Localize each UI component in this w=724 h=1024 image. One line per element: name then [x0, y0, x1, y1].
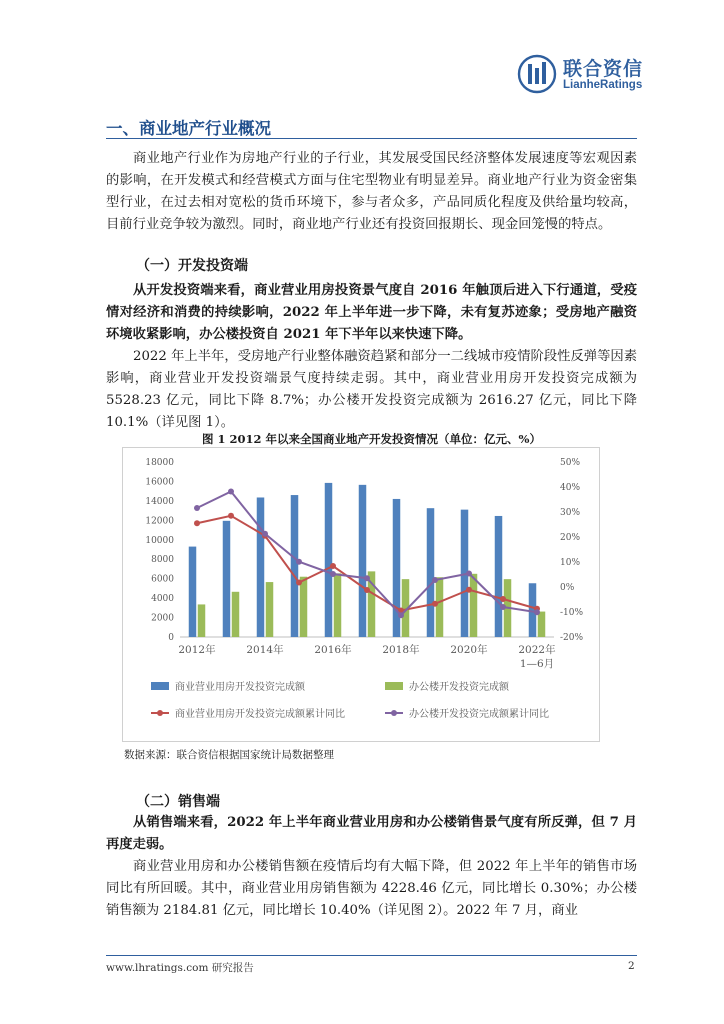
- subsection-heading-sales: （二）销售端: [136, 794, 220, 810]
- company-logo: [517, 52, 647, 96]
- y-left-tick-label: 18000: [145, 458, 174, 468]
- x-tick-label: 2016年: [314, 644, 352, 656]
- data-point: [534, 609, 540, 615]
- investment-body-paragraph: 2022 年上半年，受房地产行业整体融资趋紧和部分一二线城市疫情阶段性反弹等因素影响，商业营业开发投资端景气度持续走弱。其中，商业营业用房开发投资完成额为 5528.23 亿元，同比下降 8.7%；办公楼开发投资完成额为 2616.27 亿元，同比下降 10.1%（详见图 1）。: [106, 349, 637, 430]
- data-point: [500, 604, 506, 610]
- data-point: [296, 580, 302, 586]
- sales-summary-paragraph: 从销售端来看，2022 年上半年商业营业用房和办公楼销售景气度有所反弹，但 7 月再度走弱。: [106, 815, 637, 852]
- x-tick-label: 2018年: [382, 644, 420, 656]
- y-right-tick-label: -20%: [560, 633, 584, 643]
- data-point: [500, 596, 506, 602]
- page-number: 2: [628, 960, 635, 972]
- data-point: [228, 513, 234, 519]
- x-tick-label: 2012年: [178, 644, 216, 656]
- footer-url: www.lhratings.com: [106, 962, 209, 974]
- footer-left: [106, 960, 254, 975]
- legend-marker: [157, 710, 163, 716]
- bar: [334, 573, 342, 637]
- section-intro-paragraph: 商业地产行业作为房地产行业的子行业，其发展受国民经济整体发展速度等宏观因素的影响，在开发模式和经营模式方面与住宅型物业有明显差异。商业地产行业为资金密集型行业，在过去相对宽松的货币环境下，参与者众多，产品同质化程度及供给量均较高，目前行业竞争较为激烈。同时，商业地产行业还有投资回报期长、现金回笼慢的特点。: [106, 151, 637, 232]
- x-tick-label: 1—6月: [519, 658, 555, 670]
- y-right-tick-label: 40%: [560, 483, 581, 493]
- y-left-tick-label: 14000: [145, 496, 174, 507]
- data-point: [194, 520, 200, 526]
- data-point: [432, 577, 438, 583]
- figure-caption: 图 1 2012 年以来全国商业地产开发投资情况（单位：亿元、%）: [202, 432, 541, 446]
- bar: [291, 495, 299, 637]
- y-right-tick-label: 10%: [560, 558, 581, 568]
- data-point: [364, 587, 370, 593]
- bar: [436, 577, 444, 637]
- subsection-heading-investment: （一）开发投资端: [136, 258, 248, 274]
- bar: [470, 574, 478, 637]
- y-left-tick-label: 12000: [145, 516, 174, 527]
- y-right-tick-label: -10%: [560, 608, 584, 618]
- bar: [538, 612, 546, 637]
- data-point: [330, 563, 336, 569]
- data-point: [228, 489, 234, 495]
- logo-english-name: LianheRatings: [563, 79, 643, 91]
- legend-label: 商业营业用房开发投资完成额: [175, 682, 305, 693]
- y-left-tick-label: 10000: [145, 535, 174, 546]
- y-right-tick-label: 50%: [560, 458, 581, 468]
- bar: [198, 604, 206, 637]
- footer-doc-type: 研究报告: [211, 962, 254, 974]
- legend-label: 商业营业用房开发投资完成额累计同比: [175, 709, 345, 720]
- legend-marker: [391, 710, 397, 716]
- y-left-tick-label: 8000: [151, 555, 174, 566]
- data-point: [398, 612, 404, 618]
- heading-divider: [106, 138, 637, 139]
- data-point: [364, 575, 370, 581]
- figure-source: 数据来源：联合资信根据国家统计局数据整理: [124, 749, 334, 761]
- lianhe-logo-icon: [517, 54, 557, 94]
- data-point: [296, 559, 302, 565]
- y-left-tick-label: 2000: [151, 613, 174, 624]
- bar: [300, 577, 308, 637]
- y-left-tick-label: 4000: [151, 594, 174, 605]
- logo-chinese-name: 联合资信: [563, 58, 644, 80]
- bar: [257, 497, 265, 637]
- chart-svg: [123, 448, 599, 741]
- bar: [189, 547, 197, 637]
- y-right-tick-label: 30%: [560, 508, 581, 518]
- y-right-tick-label: 20%: [560, 533, 581, 543]
- x-tick-label: 2014年: [246, 644, 284, 656]
- bar: [359, 485, 367, 637]
- data-point: [432, 601, 438, 607]
- sales-body-paragraph: 商业营业用房和办公楼销售额在疫情后均有大幅下降，但 2022 年上半年的销售市场同比有所回暖。其中，商业营业用房销售额为 4228.46 亿元，同比增长 0.30%；办公楼销售额为 2184.81 亿元，同比增长 10.40%（详见图 2）。2022 年 7 月，商业: [106, 859, 637, 918]
- legend-swatch: [151, 682, 169, 690]
- bar: [427, 508, 435, 637]
- investment-summary-paragraph: 从开发投资端来看，商业营业用房投资景气度自 2016 年触顶后进入下行通道，受疫情对经济和消费的持续影响，2022 年上半年进一步下降，未有复苏迹象；受房地产融资环境收紧影响，办公楼投资自 2021 年下半年以来快速下降。: [106, 283, 637, 342]
- legend-label: 办公楼开发投资完成额累计同比: [409, 709, 549, 720]
- bar: [223, 521, 231, 637]
- bar: [325, 483, 333, 637]
- bar: [266, 582, 274, 637]
- section-heading: 一、商业地产行业概况: [106, 119, 271, 138]
- series-line: [197, 516, 537, 611]
- series-line: [197, 492, 537, 616]
- data-point: [330, 571, 336, 577]
- legend-swatch: [385, 682, 403, 690]
- y-left-tick-label: 0: [168, 633, 174, 643]
- bar: [232, 592, 240, 637]
- investment-chart: [122, 447, 600, 742]
- y-left-tick-label: 6000: [151, 574, 174, 585]
- x-tick-label: 2022年: [518, 644, 556, 656]
- y-right-tick-label: 0%: [560, 583, 575, 593]
- data-point: [262, 531, 268, 537]
- y-left-tick-label: 16000: [145, 477, 174, 488]
- data-point: [466, 571, 472, 577]
- x-tick-label: 2020年: [450, 644, 488, 656]
- legend-label: 办公楼开发投资完成额: [409, 682, 509, 693]
- data-point: [466, 587, 472, 593]
- bar: [495, 516, 503, 637]
- footer-divider: [106, 955, 637, 956]
- data-point: [194, 505, 200, 511]
